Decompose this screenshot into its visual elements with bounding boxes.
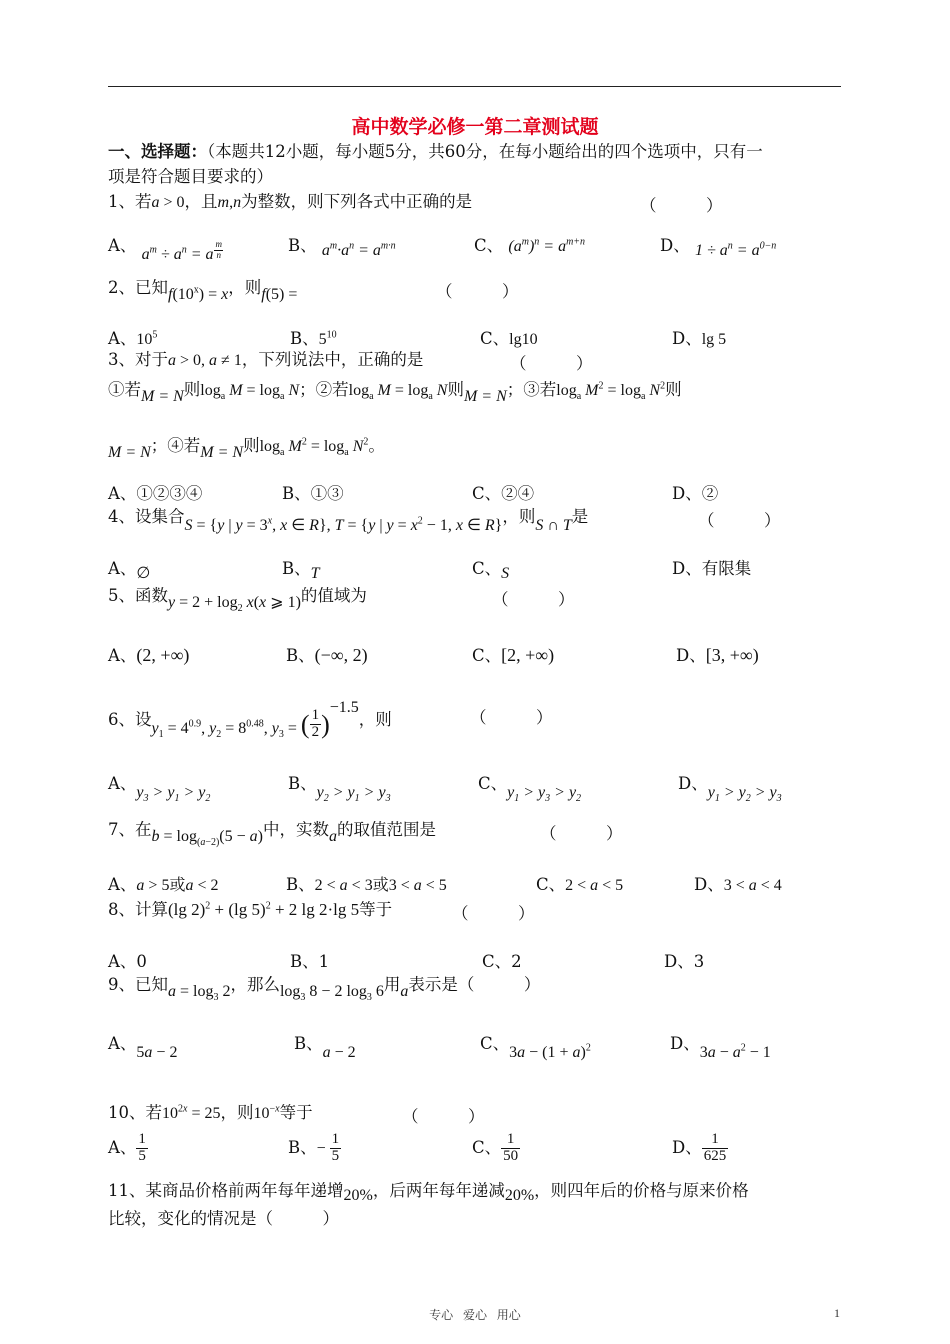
question-2: 2、已知$f(10^x) = x$，则f(5) = (108, 278, 298, 303)
q9-option-d: D、$3a - a^2 - 1$ (670, 1034, 771, 1061)
q5-option-a: A、(2, +∞) (108, 645, 190, 665)
section-heading: 一、选择题： (108, 142, 207, 161)
answer-blank-5: （ ） (492, 590, 575, 609)
q7-option-b: B、2 < a < 3或3 < a < 5 (286, 875, 447, 894)
question-10: 10、若$10^{2x} = 25$，则$10^{-x}$等于 (108, 1103, 313, 1122)
q6-option-c: C、$y_1 > y_3 > y_2$ (478, 774, 582, 805)
q8-option-d: D、3 (664, 952, 705, 971)
answer-blank-3: （ ） (510, 354, 593, 373)
question-8: 8、计算(lg 2)$^2$ + (lg 5)$^2$ + 2 lg 2·lg 5等于 (108, 900, 393, 919)
q7-option-c: C、2 < a < 5 (536, 875, 624, 894)
question-3-statements-1: ①若M = N则$\log_a M = \log_a N$；②若$\log_a M = \log_a N$则M = N；③若$\log_a M^2 = \log_a N^2$则 (108, 380, 682, 405)
page-footer: 专心 爱心 用心 (429, 1308, 521, 1322)
header-rule (108, 86, 841, 87)
answer-blank-6: （ ） (470, 708, 553, 727)
q9-option-b: B、a − 2 (294, 1034, 356, 1061)
q2-option-b: B、$5^{10}$ (290, 329, 337, 348)
question-3-statements-2: M = N；④若M = N则$\log_a M^2 = \log_a N^2$。 (108, 436, 385, 461)
q1-option-d: D、 $1 \div a^n = a^{0-n}$ (660, 236, 777, 259)
question-7: 7、在$b = \log_{(a-2)}(5 - a)$中，实数a的取值范围是 (108, 820, 436, 849)
q8-option-b: B、1 (290, 952, 330, 971)
q10-option-a: A、 $\frac{1}{5}$ (108, 1131, 146, 1164)
q1-option-c: C、 $(a^m)^n = a^{m+n}$ (474, 236, 586, 255)
question-4: 4、设集合S = {y | $y = 3^x$, x ∈ R}, T = {y | $y = x^2 - 1$, x ∈ R}，则S ∩ T是 (108, 507, 589, 534)
q4-option-d: D、有限集 (672, 559, 752, 578)
q10-option-d: D、 $\frac{1}{625}$ (672, 1131, 727, 1164)
question-3: 3、对于a > 0, a ≠ 1，下列说法中，正确的是 (108, 350, 424, 369)
q4-option-c: C、S (472, 559, 510, 582)
q9-option-c: C、$3a - (1 + a)^2$ (480, 1034, 591, 1061)
q1-option-a: A、 $a^m \div a^n = a$ $^{\frac{m}{n}}$ (108, 236, 222, 263)
q8-option-c: C、2 (482, 952, 522, 971)
question-11-line-2: 比较，变化的情况是（ ） (108, 1209, 339, 1228)
q3-option-d: D、② (672, 484, 719, 503)
q3-option-b: B、①③ (282, 484, 344, 503)
answer-blank-10: （ ） (402, 1107, 485, 1126)
q2-option-a: A、$10^5$ (108, 329, 158, 348)
page-title: 高中数学必修一第二章测试题 (351, 116, 599, 138)
section-heading-line (108, 142, 763, 162)
q6-option-b: B、$y_2 > y_1 > y_3$ (288, 774, 391, 805)
question-11: 11、某商品价格前两年每年递增20%，后两年每年递减20%，则四年后的价格与原来价格 (108, 1181, 749, 1204)
page-number: 1 (834, 1306, 840, 1320)
answer-blank-7: （ ） (540, 824, 623, 843)
question-1: 1、若a > 0，且m,n为整数，则下列各式中正确的是 (108, 192, 473, 211)
q6-option-d: D、$y_1 > y_2 > y_3$ (678, 774, 782, 805)
math: a (151, 194, 160, 211)
question-5: 5、函数$y = 2 + \log_2 x(x$ ⩾ 1)的值域为 (108, 586, 367, 615)
q5-option-c: C、[2, +∞) (472, 645, 555, 665)
q5-option-d: D、[3, +∞) (676, 645, 759, 665)
q10-option-b: B、− $\frac{1}{5}$ (288, 1131, 340, 1164)
q1-option-b: B、 $a^m\cdot a^n = a^{m\cdot n}$ (288, 236, 396, 259)
q3-option-c: C、②④ (472, 484, 535, 503)
question-9: 9、已知$a = \log_3 2$，那么$\log_3 8 - 2$ $\log_3 6$用a表示是（ ） (108, 975, 541, 1004)
question-6: 6、设$y_1 = 4^{0.9}$, $y_2 = 8^{0.48}$, $y_3$ = ( $\frac{1}{2}$ )$^{-1.5}$，则 (108, 699, 392, 740)
q9-option-a: A、5a − 2 (108, 1034, 178, 1061)
answer-blank-2: （ ） (436, 282, 519, 301)
q10-option-c: C、 $\frac{1}{50}$ (472, 1131, 519, 1164)
q2-option-d: D、lg 5 (672, 329, 727, 348)
q8-option-a: A、0 (108, 952, 147, 971)
q2-option-c: C、lg10 (480, 329, 538, 348)
section-desc-1: （本题共12小题，每小题5分，共60分，在每小题给出的四个选项中，只有一 (207, 142, 763, 161)
q5-option-b: B、(−∞, 2) (286, 645, 368, 665)
section-desc-line-2: 项是符合题目要求的） (108, 167, 273, 186)
q7-option-d: D、3 < a < 4 (694, 875, 782, 894)
answer-blank-8: （ ） (452, 904, 535, 923)
q3-option-a: A、①②③④ (108, 484, 203, 503)
q4-option-a: A、∅ (108, 559, 151, 582)
answer-blank-1: （ ） (640, 196, 723, 215)
q6-option-a: A、$y_3 > y_1 > y_2$ (108, 774, 211, 805)
answer-blank-4: （ ） (698, 511, 781, 530)
q7-option-a: A、a > 5或a < 2 (108, 875, 219, 894)
q4-option-b: B、T (282, 559, 320, 582)
